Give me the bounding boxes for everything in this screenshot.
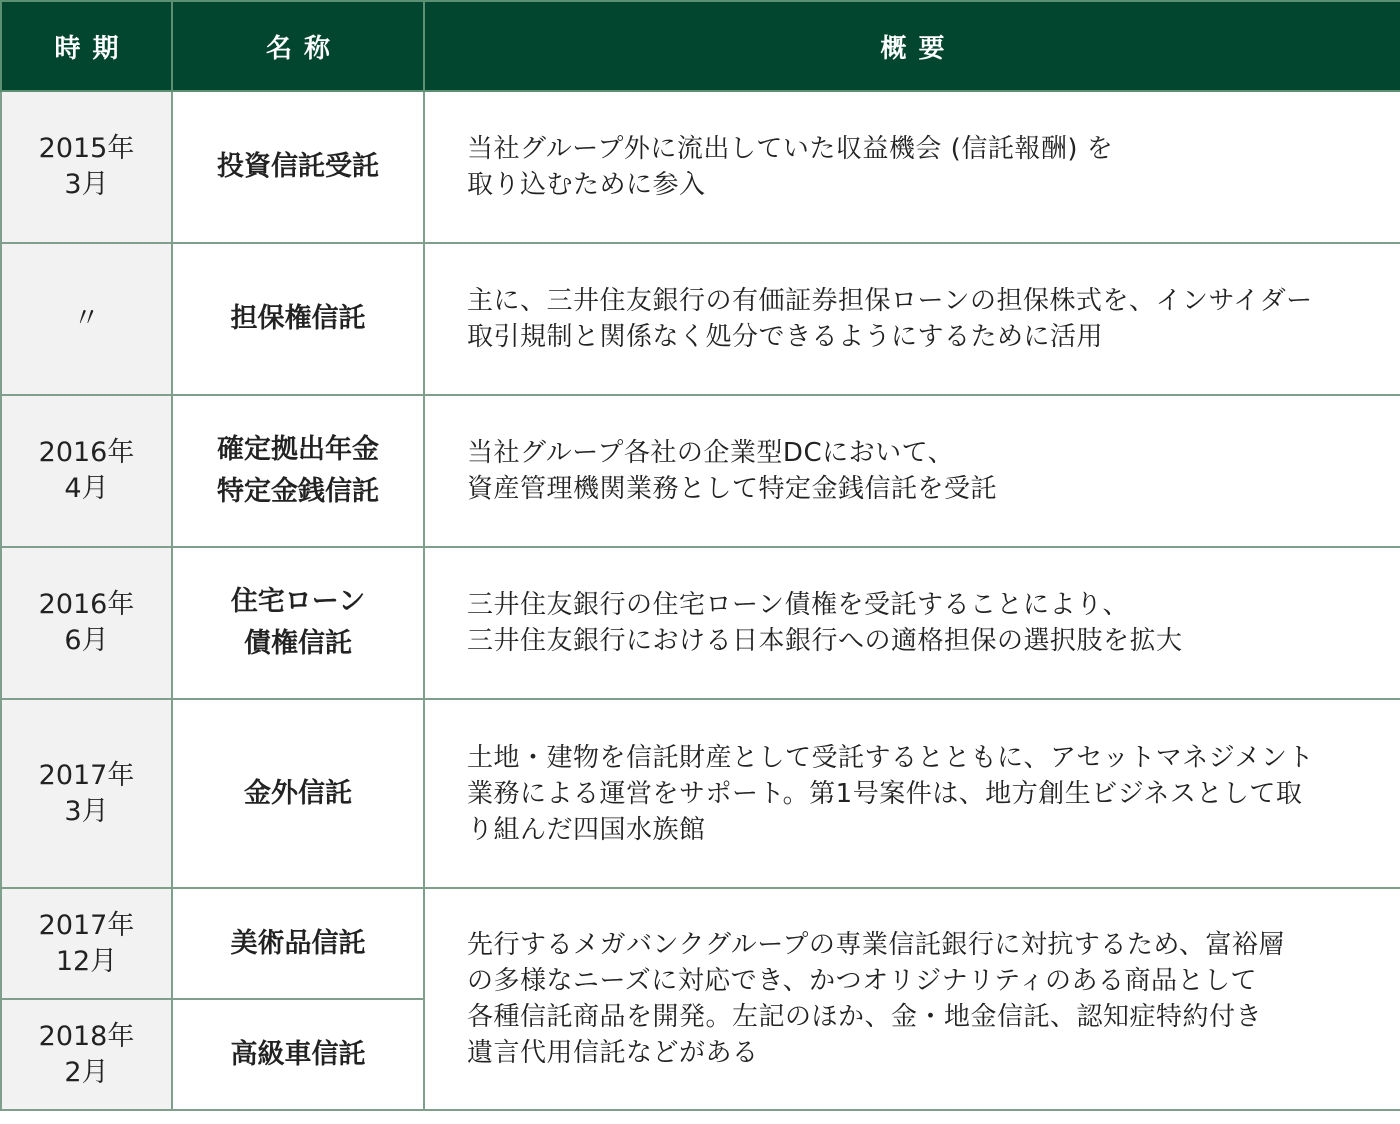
summary-cell: 当社グループ各社の企業型DCにおいて、 資産管理機関業務として特定金銭信託を受託 [424, 395, 1400, 547]
table-row [1, 699, 1400, 888]
summary-cell: 三井住友銀行の住宅ローン債権を受託することにより、 三井住友銀行における日本銀行への適格担保の選択肢を拡大 [424, 547, 1400, 699]
summary-cell: 先行するメガバンクグループの専業信託銀行に対抗するため、富裕層 の多様なニーズに対応でき、かつオリジナリティのある商品として 各種信託商品を開発。左記のほか、金・地金信託、認知症特約付き 遺言代用信託などがある [424, 888, 1400, 1110]
header-period: 時期 [1, 1, 172, 91]
period-cell: 2016年 6月 [1, 547, 172, 699]
table-row [1, 888, 1400, 999]
header-row [1, 1, 1400, 91]
header-name: 名称 [172, 1, 424, 91]
period-cell: 2015年 3月 [1, 91, 172, 243]
name-cell: 美術品信託 [172, 888, 424, 999]
summary-cell: 主に、三井住友銀行の有価証券担保ローンの担保株式を、インサイダー 取引規制と関係なく処分できるようにするために活用 [424, 243, 1400, 395]
name-cell: 確定拠出年金 特定金銭信託 [172, 395, 424, 547]
name-cell: 担保権信託 [172, 243, 424, 395]
header-summary: 概要 [424, 1, 1400, 91]
period-cell: 2017年 12月 [1, 888, 172, 999]
period-cell: 2018年 2月 [1, 999, 172, 1110]
name-cell: 住宅ローン 債権信託 [172, 547, 424, 699]
table-row [1, 547, 1400, 699]
table-row [1, 243, 1400, 395]
period-cell: 〃 [1, 243, 172, 395]
summary-cell: 土地・建物を信託財産として受託するとともに、アセットマネジメント 業務による運営をサポート。第1号案件は、地方創生ビジネスとして取 り組んだ四国水族館 [424, 699, 1400, 888]
name-cell: 高級車信託 [172, 999, 424, 1110]
table-row [1, 395, 1400, 547]
table-row [1, 91, 1400, 243]
period-cell: 2017年 3月 [1, 699, 172, 888]
period-cell: 2016年 4月 [1, 395, 172, 547]
name-cell: 投資信託受託 [172, 91, 424, 243]
summary-cell: 当社グループ外に流出していた収益機会 (信託報酬) を 取り込むために参入 [424, 91, 1400, 243]
name-cell: 金外信託 [172, 699, 424, 888]
